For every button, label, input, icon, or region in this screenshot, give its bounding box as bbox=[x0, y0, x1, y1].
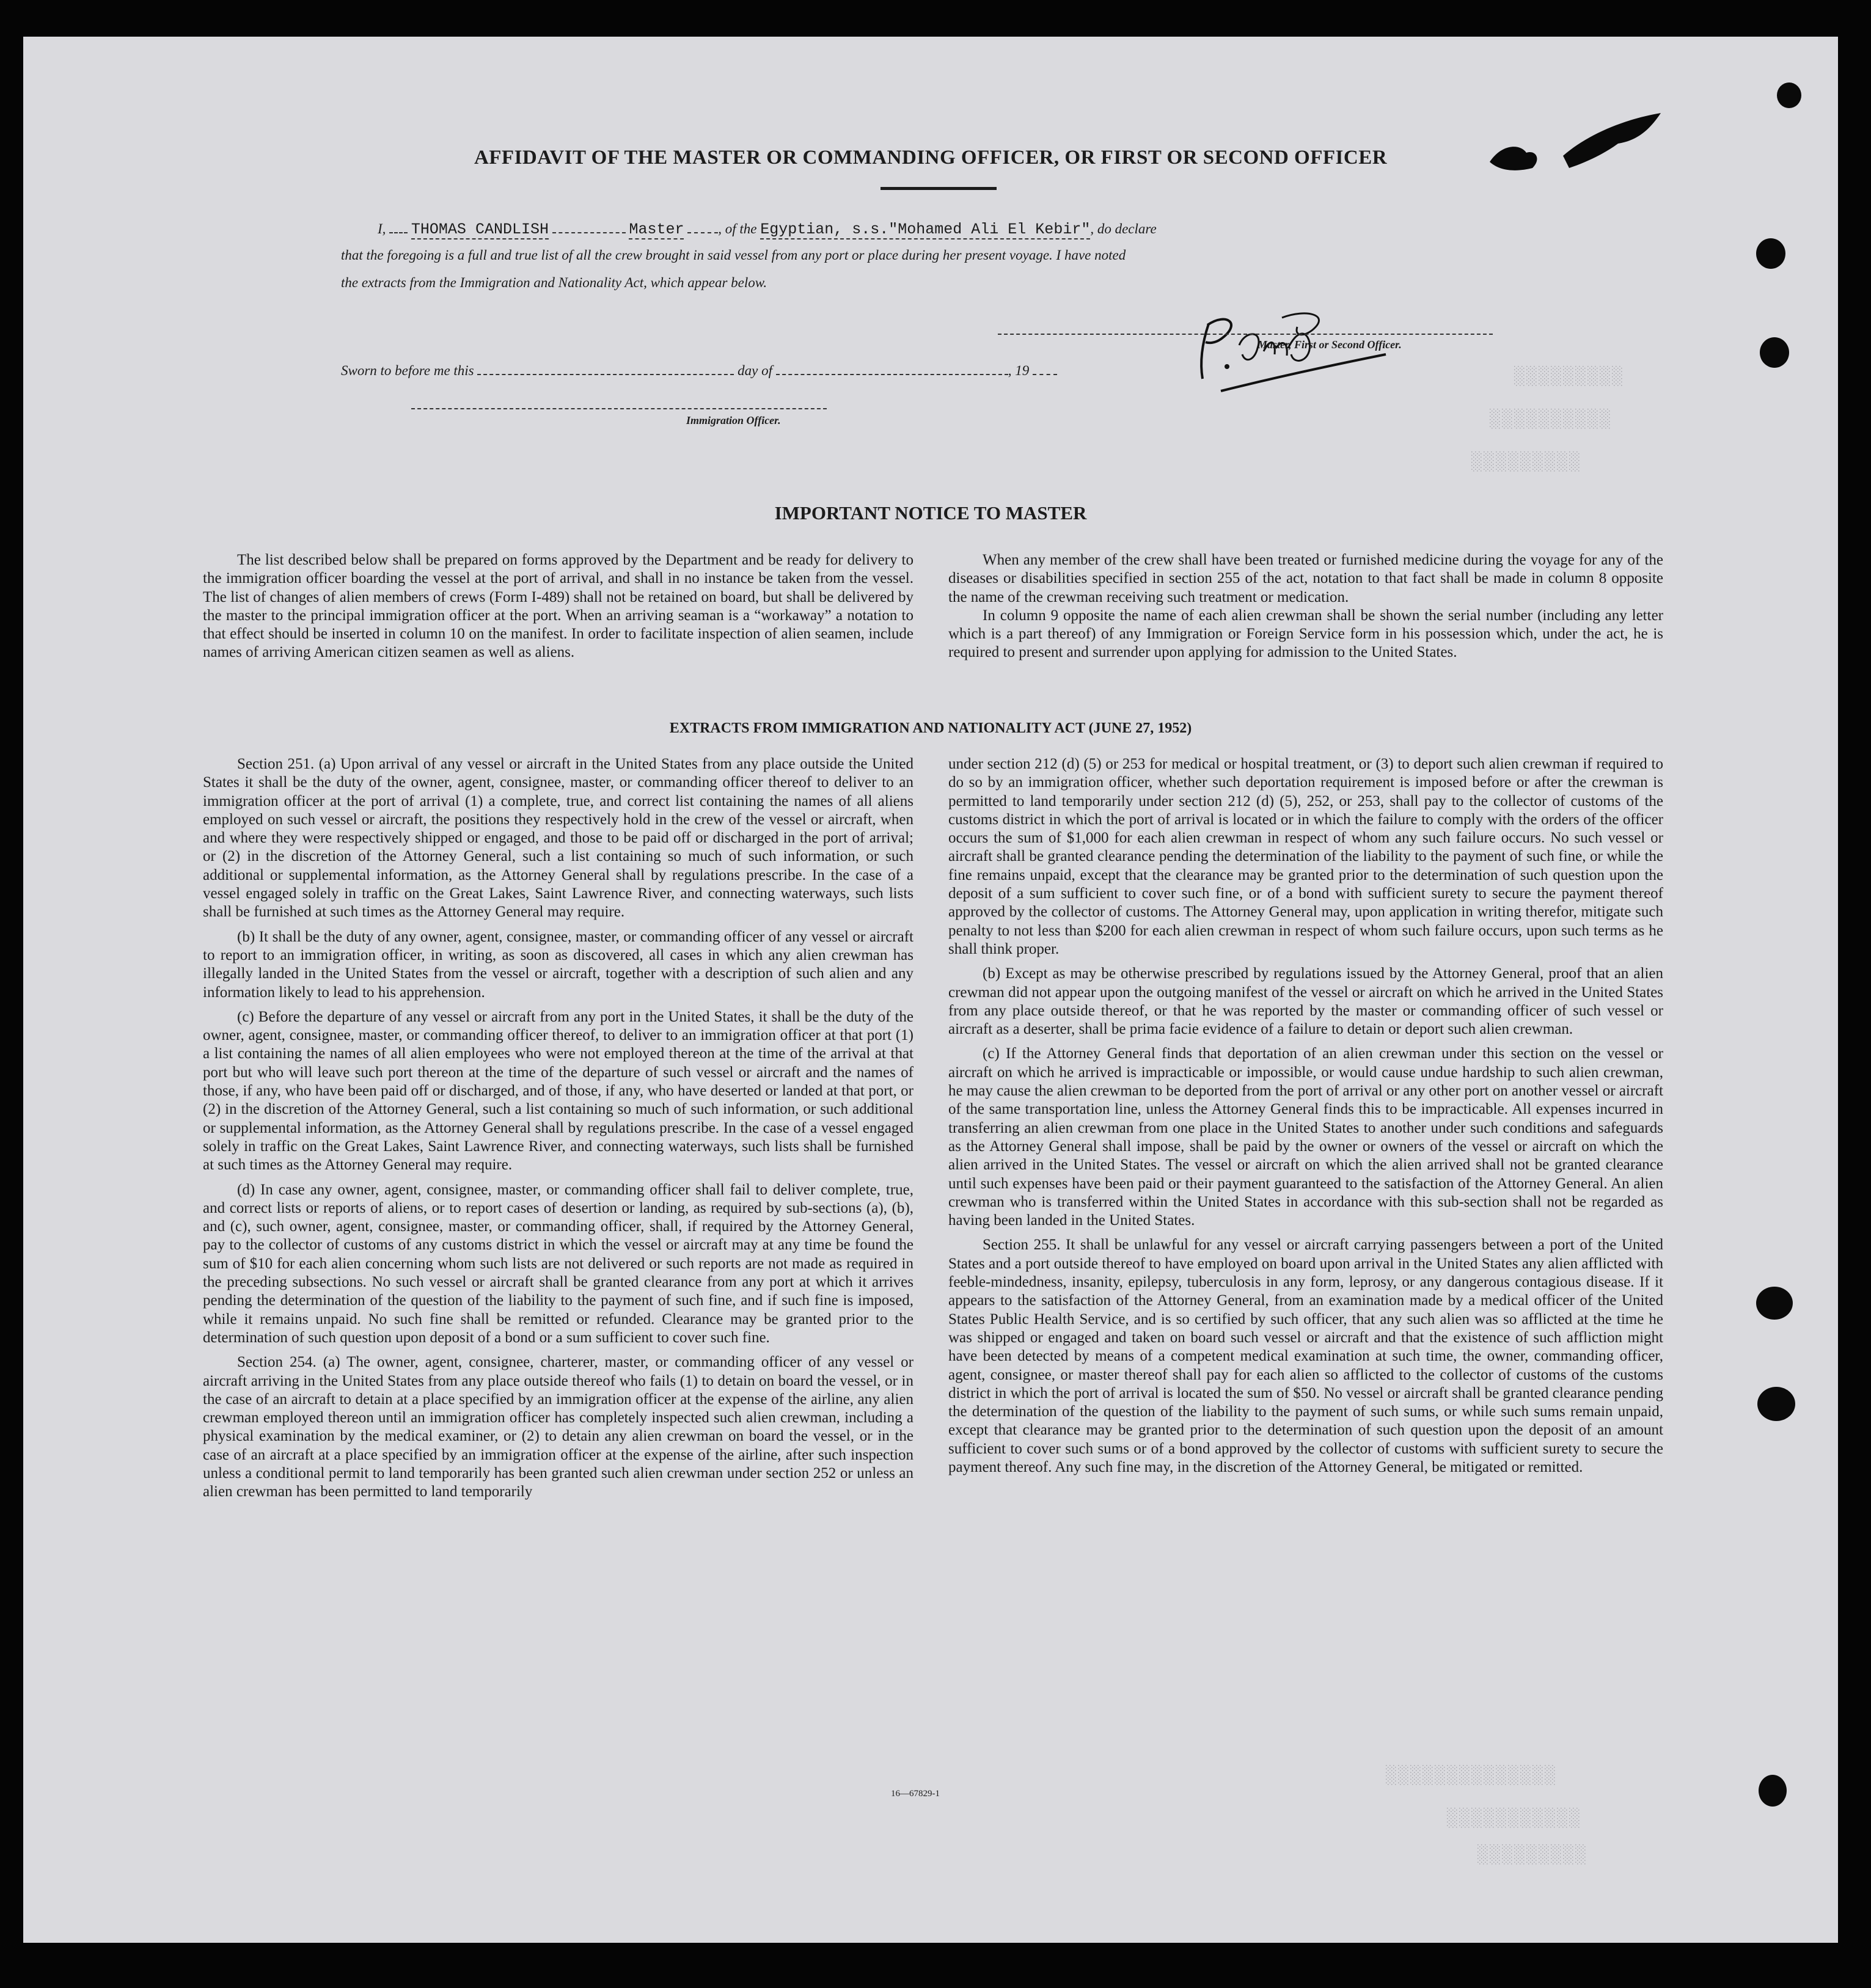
affidavit-line-3: the extracts from the Immigration and Nationality Act, which appear below. bbox=[341, 275, 767, 290]
notice-left-column bbox=[203, 551, 914, 662]
section-251-c: (c) Before the departure of any vessel or aircraft from any port in the United States, it shall be the duty of the owner, agent, consignee, master, or commanding officer thereof, to deliver to an immigration officer at that port (1) a list containing the names of all alien employees who were not employed thereon at the time of the arrival at that port but who will leave such port thereon at the time of the departure of such vessel or aircraft and the names of those, if any, who have been paid off or discharged, and of those, if any, who have deserted or landed at that port, or (2) in the discretion of the Attorney General, such a list containing so much of such information, or such additional or supplemental information, as the Attorney General shall by regulations prescribe. In the case of a vessel engaged solely in traffic on the Great Lakes, Saint Lawrence River, and connecting waterways, such lists shall be furnished at such times as the Attorney General may require. bbox=[203, 1008, 914, 1174]
bleed-through-text: ░░░░░░░░░░░ bbox=[1447, 1808, 1582, 1829]
notice-title: IMPORTANT NOTICE TO MASTER bbox=[774, 502, 1087, 524]
do-declare-label: , do declare bbox=[1090, 221, 1157, 236]
section-254-b: (b) Except as may be otherwise prescribed by regulations issued by the Attorney General, proof that an alien crewman did not appear upon the outgoing manifest of the vessel or aircraft on which he arrived in the United States from any place outside thereof, or that he was reported by the master or commanding officer of such vessel or aircraft as a deserter, shall be prima facie evidence of a failure to detain or deport such alien crewman. bbox=[948, 965, 1663, 1038]
section-255: Section 255. It shall be unlawful for any vessel or aircraft carrying passengers between a port of the United States and a port outside thereof to have employed on board upon arrival in the United States any alien afflicted with feeble-mindedness, insanity, epilepsy, tuberculosis in any form, leprosy, or any dangerous contagious disease. If it appears to the satisfaction of the Attorney General, from an examination made by a medical officer of the United States Public Health Service, and is so certified by such officer, that any such alien was so afflicted at the time he was shipped or engaged and taken on board such vessel or aircraft and that the existence of such affliction might have been detected by means of a competent medical examination at such time, the owner, commanding officer, agent, consignee, or master thereof shall pay for each alien so afflicted to the collector of customs of the customs district in which the port of arrival is located the sum of $50. No vessel or aircraft shall be granted clearance pending the determination of the question of the liability to the payment of such sums, or while such sums remain unpaid, except that clearance may be granted prior to the determination of such question upon the deposit of an amount sufficient to cover such sums or of a bond approved by the collector of customs with sufficient surety to secure the payment thereof. Any such fine may, in the discretion of the Attorney General, be mitigated or remitted. bbox=[948, 1237, 1663, 1475]
affidavit-line-2: that the foregoing is a full and true list of all the crew brought in said vessel from any port or place during her present voyage. I have noted bbox=[341, 247, 1126, 263]
section-251-a: Section 251. (a) Upon arrival of any vessel or aircraft in the United States from any place outside the United States it shall be the duty of the owner, agent, consignee, master, or commanding officer thereof to deliver to an immigration officer at the port of arrival (1) a complete, true, and correct list containing the names of all aliens employed on such vessel or aircraft, the positions they respectively hold in the crew of the vessel or aircraft, when and where they were respectively shipped or engaged, and those to be paid off or discharged in the port of arrival; or (2) in the discretion of the Attorney General, such a list containing so much of such information, or such additional or supplemental information, as the Attorney General shall by regulations prescribe. In the case of a vessel engaged solely in traffic on the Great Lakes, Saint Lawrence River, and connecting waterways, such lists shall be furnished at such times as the Attorney General may require. bbox=[203, 756, 914, 921]
sworn-label: Sworn to before me this bbox=[341, 363, 474, 378]
punch-hole bbox=[1760, 337, 1789, 368]
affidavit-title: AFFIDAVIT OF THE MASTER OR COMMANDING OFFICER, OR FIRST OR SECOND OFFICER bbox=[474, 147, 1388, 169]
vessel-name: Egyptian, s.s."Mohamed Ali El Kebir" bbox=[760, 221, 1091, 238]
day-of-label: day of bbox=[738, 363, 772, 378]
section-254-a: Section 254. (a) The owner, agent, consignee, charterer, master, or commanding officer of any vessel or aircraft arriving in the United States from any place outside thereof who fails (1) to detain on board the vessel, or in the case of an aircraft to detain at a place specified by an immigration officer at the expense of the airline, any alien crewman employed thereon until an immigration officer has completely inspected such alien crewman, including a physical examination by the medical examiner, or (2) to detain any alien crewman on board the vessel, or in the case of an aircraft at a place specified by an immigration officer at the expense of the airline, after such inspection unless a conditional permit to land temporarily has been granted such alien crewman under section 252 or unless an alien crewman has been permitted to land temporarily bbox=[203, 1354, 914, 1500]
notice-left-paragraph: The list described below shall be prepared on forms approved by the Department and be ready for delivery to the immigration officer boarding the vessel at the port of arrival, and shall in no instance be taken from the vessel. The list of changes of alien members of crews (Form I-489) shall not be retained on board, but shall be delivered by the master to the principal immigration officer at the port. When an arriving seaman is a “workaway” a notation to that effect should be inserted in column 10 on the manifest. In order to facilitate inspection of alien seamen, include names of arriving American citizen seamen as well as aliens. bbox=[203, 552, 914, 661]
bleed-through-text: ░░░░░░░░░░ bbox=[1490, 409, 1613, 430]
sworn-line bbox=[341, 360, 1057, 379]
bleed-through-text: ░░░░░░░░░ bbox=[1514, 367, 1625, 387]
of-the-label: , of the bbox=[718, 221, 757, 236]
notice-right-paragraph-1: When any member of the crew shall have been treated or furnished medicine during the voyage for any of the diseases or disabilities specified in section 255 of the act, notation to that fact shall be made in column 8 opposite the name of the crewman receiving such treatment or medication. bbox=[948, 552, 1663, 605]
bleed-through-text: ░░░░░░░░░ bbox=[1477, 1845, 1588, 1866]
affidavit-i: I, bbox=[378, 221, 386, 236]
punch-hole bbox=[1777, 82, 1801, 108]
section-251-d: (d) In case any owner, agent, consignee, master, or commanding officer shall fail to deliver complete, true, and correct lists or reports of aliens, or to report cases of desertion or landing, as required by sub-sections (a), (b), and (c), such owner, agent, consignee, master, or commanding officer, shall, if required by the Attorney General, pay to the collector of customs of any customs district in which the vessel or aircraft may at any time be found the sum of $10 for each alien concerning whom such lists are not delivered or such reports are not made as required in the preceding subsections. No such vessel or aircraft shall be granted clearance from any port at which it arrives pending the determination of the question of the liability to the payment of such fine, and if such fine is imposed, while it remains unpaid. No such fine shall be remitted or refunded. Clearance may be granted prior to the determination of such question upon deposit of a bond or a sum sufficient to cover such fine. bbox=[203, 1181, 914, 1346]
section-254-c: (c) If the Attorney General finds that deportation of an alien crewman under this section on the vessel or aircraft on which he arrived is impracticable or impossible, or would cause undue hardship to such alien crewman, he may cause the alien crewman to be deported from the port of arrival or any other port on another vessel or aircraft of the same transportation line, unless the Attorney General finds this to be impracticable. All expenses incurred in transferring an alien crewman from one place in the United States to another under such conditions and safeguards as the Attorney General shall impose, shall be paid by the owner or owners of the vessel or aircraft on which the alien arrived in the United States. The vessel or aircraft on which the alien arrived shall not be granted clearance until such expenses have been paid or their payment guaranteed to the satisfaction of the Attorney General. An alien crewman who is transferred within the United States in accordance with this sub-section shall not be regarded as having been landed in the United States. bbox=[948, 1045, 1663, 1229]
master-caption: Master, First or Second Officer. bbox=[1258, 338, 1402, 351]
bleed-through-text: ░░░░░░░░░ bbox=[1471, 452, 1582, 473]
master-name: THOMAS CANDLISH bbox=[411, 221, 549, 238]
year-label: , 19 bbox=[1008, 363, 1030, 378]
punch-hole bbox=[1756, 1287, 1793, 1320]
master-signature-line bbox=[998, 334, 1493, 335]
extracts-left-column bbox=[203, 755, 914, 1502]
punch-hole bbox=[1756, 238, 1785, 269]
rank: Master bbox=[629, 221, 684, 238]
section-254-a-continued: under section 212 (d) (5) or 253 for medical or hospital treatment, or (3) to deport such alien crewman if required to do so by an immigration officer, whether such deportation requirement is imposed before or after the crewman is permitted to land temporarily under section 212 (d) (5), 252, or 253, shall pay to the collector of customs of the customs district in which the port of arrival is located or in which the failure to comply with the orders of the officer occurs the sum of $1,000 for each alien crewman in respect of whom any such failure occurs. No such vessel or aircraft shall be granted clearance pending the determination of the liability to the payment of such fine, or while the fine remains unpaid, except that the clearance may be granted prior to the determination of such question upon the deposit of a sum sufficient to cover such fine, or of a bond with sufficient surety to secure the payment thereof approved by the collector of customs. The Attorney General may, upon application in writing therefor, mitigate such penalty to not less than $200 for each alien crewman in respect of whom such failure occurs, upon such terms as he shall think proper. bbox=[948, 756, 1663, 957]
extracts-title: EXTRACTS FROM IMMIGRATION AND NATIONALITY ACT (JUNE 27, 1952) bbox=[669, 720, 1192, 736]
ink-blot bbox=[1484, 107, 1673, 180]
notice-right-column bbox=[948, 551, 1663, 662]
officer-caption: Immigration Officer. bbox=[686, 414, 781, 426]
document-sheet bbox=[23, 37, 1838, 1943]
master-signature bbox=[1184, 305, 1392, 397]
form-number: 16—67829-1 bbox=[891, 1789, 940, 1799]
notice-right-paragraph-2: In column 9 opposite the name of each alien crewman shall be shown the serial number (including any letter which is a part thereof) of any Immigration or Foreign Service form in his possession which, under the act, he is required to present and surrender upon applying for admission to the United States. bbox=[948, 607, 1663, 661]
immigration-officer-line bbox=[411, 408, 827, 409]
punch-hole bbox=[1757, 1387, 1795, 1421]
bleed-through-text: ░░░░░░░░░░░░░░ bbox=[1386, 1766, 1558, 1786]
affidavit-line-1 bbox=[378, 219, 1157, 238]
title-underline bbox=[881, 187, 997, 190]
section-251-b: (b) It shall be the duty of any owner, agent, consignee, master, or commanding officer of any vessel or aircraft to report to an immigration officer, in writing, as soon as discovered, all cases in which any alien crewman has illegally landed in the United States from the vessel or aircraft, together with a description of such alien and any information likely to lead to his apprehension. bbox=[203, 928, 914, 1001]
extracts-right-column bbox=[948, 755, 1663, 1477]
punch-hole bbox=[1759, 1775, 1787, 1807]
